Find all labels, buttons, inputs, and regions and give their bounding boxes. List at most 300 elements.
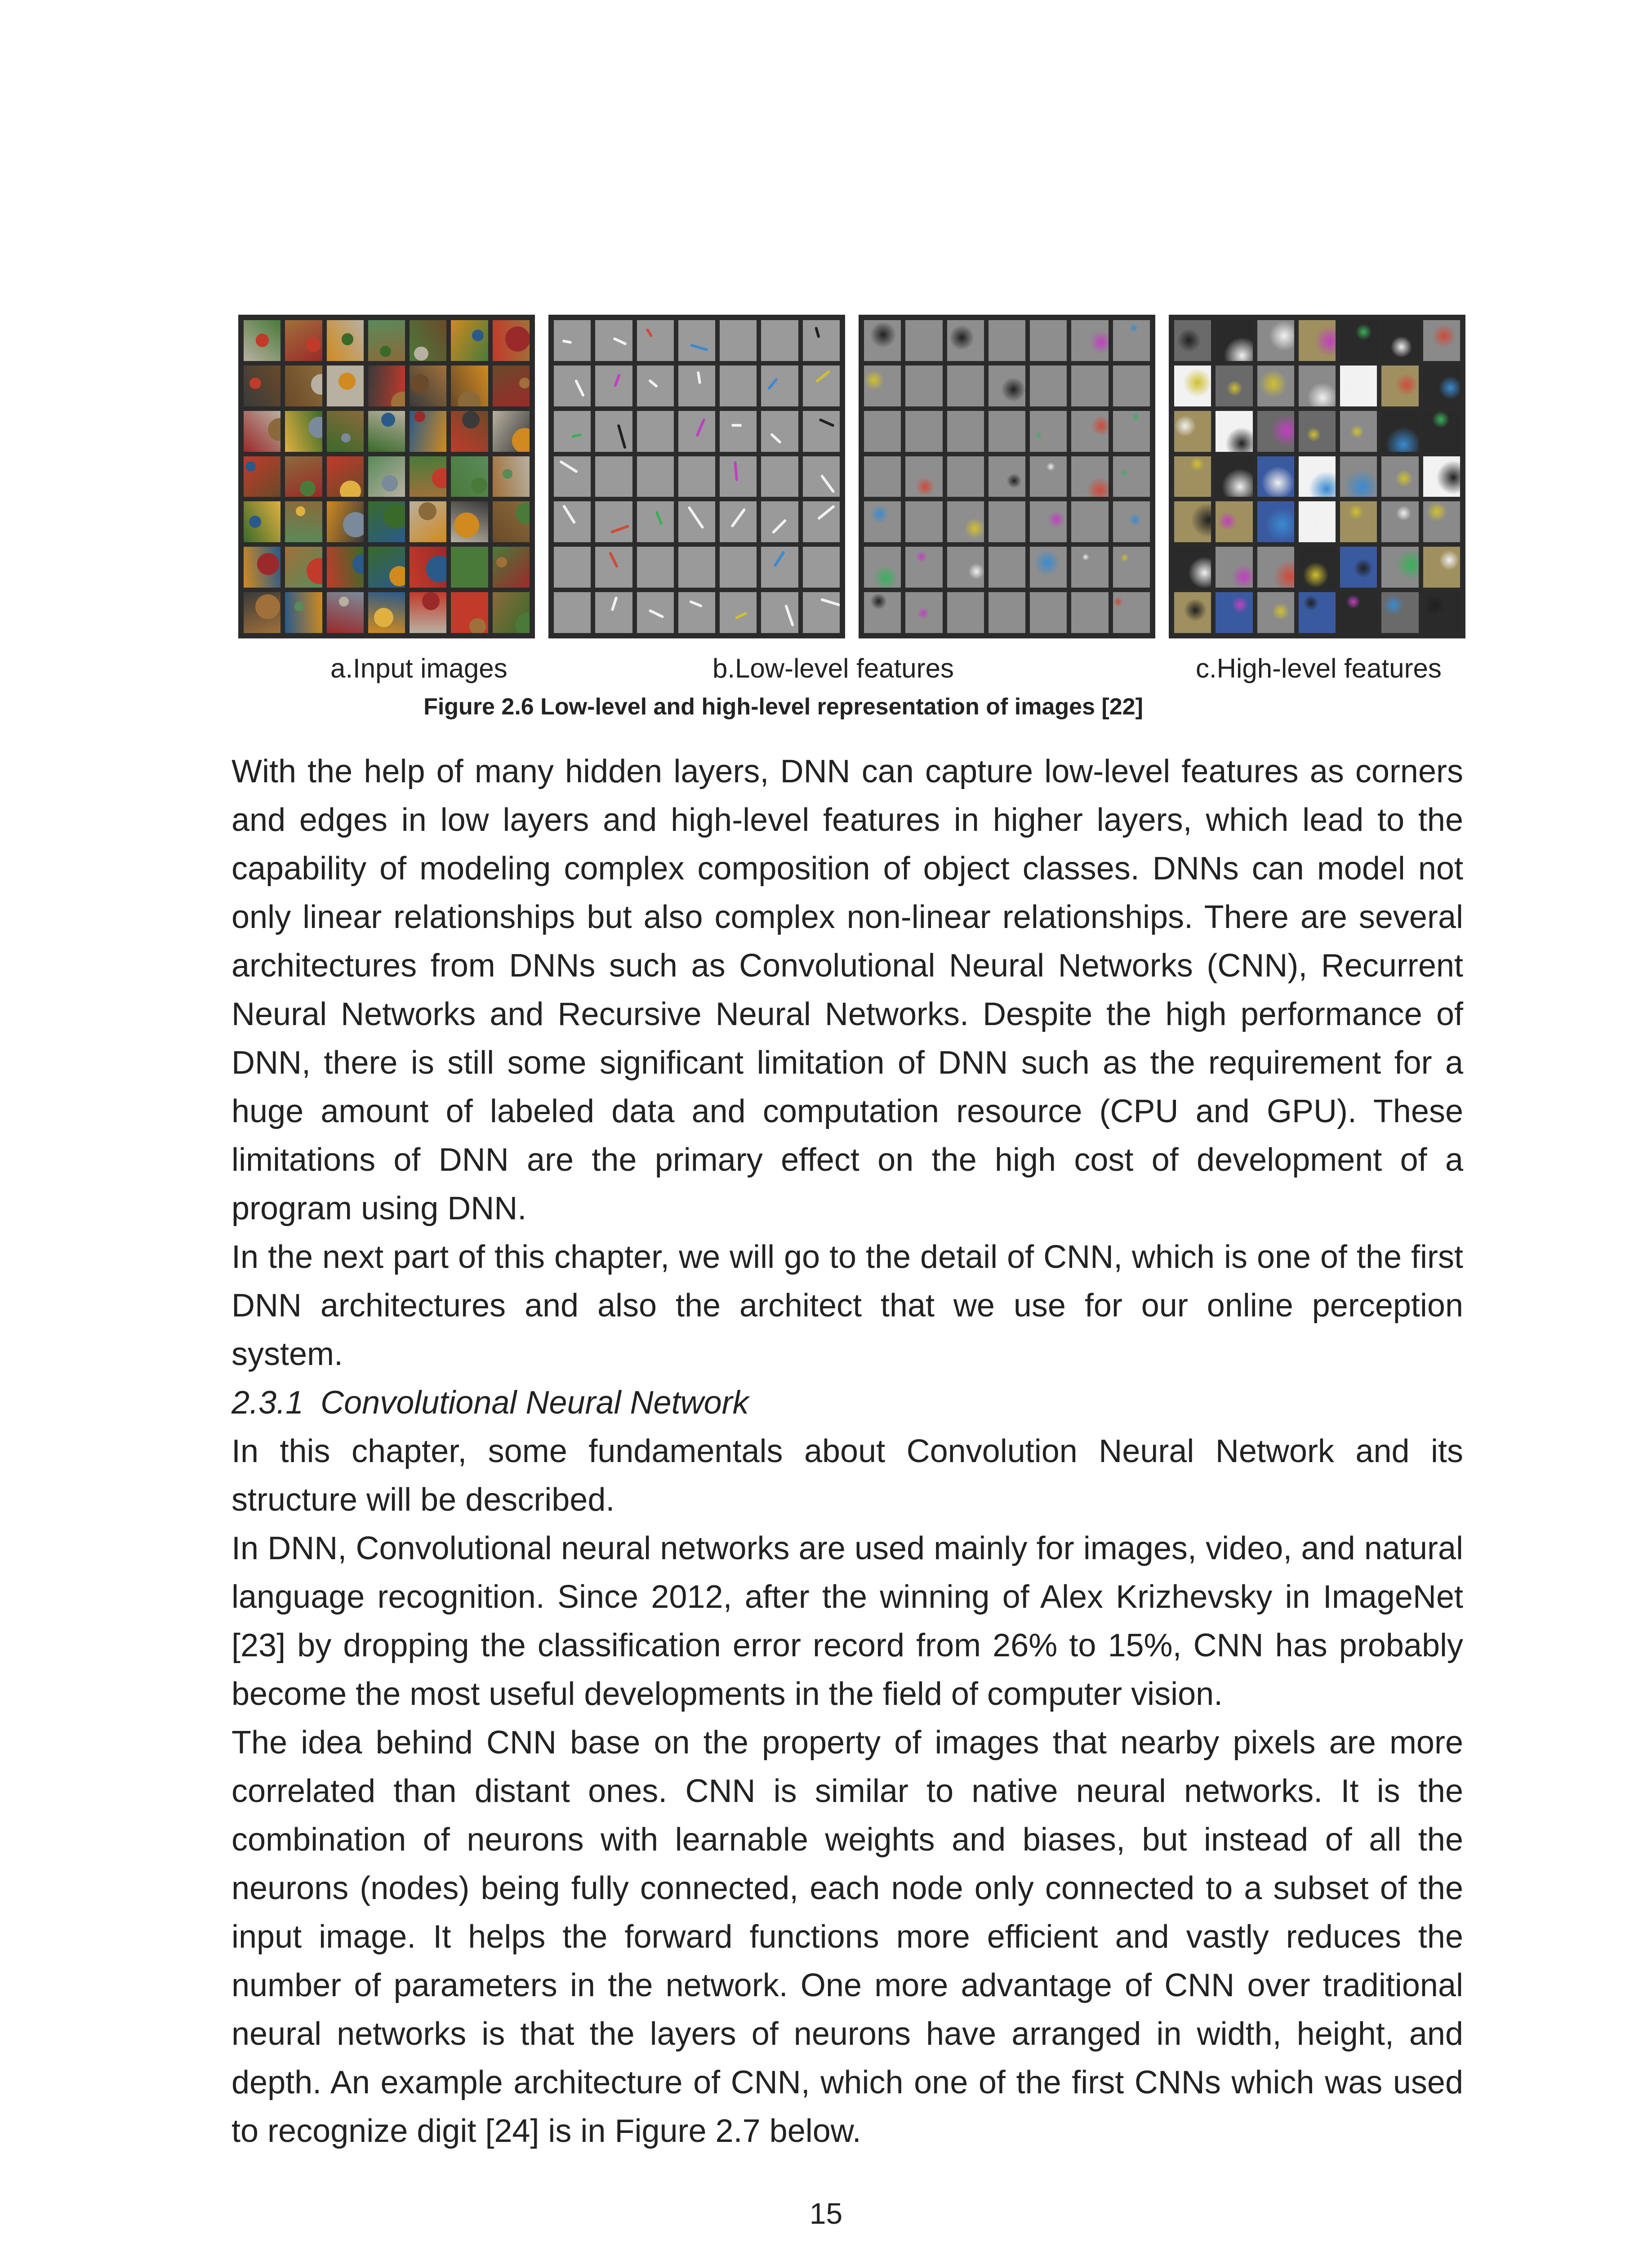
tile-mark bbox=[519, 378, 530, 388]
tile-mark bbox=[472, 330, 484, 341]
grid-tile bbox=[493, 501, 530, 542]
tile-mark bbox=[342, 333, 353, 345]
object-feature bbox=[1269, 321, 1294, 351]
grid-tile bbox=[1340, 501, 1377, 542]
grid-tile bbox=[905, 320, 942, 361]
edge-feature bbox=[735, 611, 748, 619]
edge-feature bbox=[613, 337, 627, 345]
object-feature bbox=[1342, 382, 1357, 397]
tile-mark bbox=[311, 374, 322, 395]
grid-tile bbox=[1071, 320, 1108, 361]
object-feature bbox=[1177, 329, 1201, 352]
grid-tile bbox=[493, 547, 530, 588]
grid-tile bbox=[285, 366, 322, 406]
tile-mark bbox=[422, 592, 440, 610]
tile-mark bbox=[256, 334, 269, 347]
grid-tile bbox=[637, 366, 674, 406]
blob-feature bbox=[915, 477, 935, 497]
grid-tile bbox=[1340, 456, 1377, 497]
tile-mark bbox=[245, 461, 256, 472]
grid-tile bbox=[1174, 456, 1211, 497]
grid-tile bbox=[327, 411, 364, 452]
tile-mark bbox=[383, 504, 405, 529]
edge-feature bbox=[773, 551, 785, 567]
grid-tile bbox=[595, 320, 632, 361]
edge-feature bbox=[697, 371, 701, 384]
grid-tile bbox=[1174, 366, 1211, 406]
object-feature bbox=[1271, 415, 1294, 446]
object-feature bbox=[1227, 380, 1242, 396]
tile-mark bbox=[249, 378, 261, 389]
grid-tile bbox=[1071, 456, 1108, 497]
grid-tile bbox=[451, 366, 488, 406]
page-number: 15 bbox=[809, 2197, 843, 2230]
tile-mark bbox=[343, 512, 364, 537]
grid-tile bbox=[1257, 547, 1294, 588]
edge-feature bbox=[687, 506, 704, 529]
grid-tile bbox=[554, 456, 591, 497]
grid-tile bbox=[1299, 592, 1336, 633]
blob-feature bbox=[1006, 473, 1022, 489]
grid-tile bbox=[244, 456, 281, 497]
object-feature bbox=[1308, 383, 1336, 406]
grid-tile bbox=[720, 456, 757, 497]
object-feature bbox=[1424, 596, 1445, 616]
grid-tile bbox=[1381, 366, 1418, 406]
grid-tile bbox=[327, 456, 364, 497]
grid-tile bbox=[410, 366, 446, 406]
blob-feature bbox=[917, 607, 929, 619]
edge-feature bbox=[562, 339, 572, 344]
paragraph: The idea behind CNN base on the property of images that nearby pixels are more correlated than distant ones. CNN is similar to native neural networks. It is the combination of neurons with learnable weights and biases, but instead of all the neurons (nodes) being fully connected, each node only connected to a subset of the input image. It helps the forward functions more efficient and vastly reduces the number of parameters in the network. One more advantage of CNN over traditional neural networks is that the layers of neurons have arranged in width, height, and depth. An example architecture of CNN, which one of the first CNNs which was used to recognize digit [24] is in Figure 2.7 below. bbox=[232, 1725, 1463, 2149]
grid-tile bbox=[1299, 366, 1336, 406]
tile-mark bbox=[380, 346, 391, 357]
grid-tile bbox=[720, 547, 757, 588]
grid-tile bbox=[595, 411, 632, 452]
grid-tile bbox=[327, 320, 364, 361]
sub-caption-high-level: c.High-level features bbox=[1196, 653, 1442, 683]
tile-mark bbox=[381, 413, 395, 427]
object-feature bbox=[1395, 470, 1413, 487]
grid-tile bbox=[1423, 320, 1460, 361]
blob-feature bbox=[916, 551, 927, 562]
grid-tile bbox=[761, 320, 798, 361]
tile-mark bbox=[306, 338, 320, 352]
object-feature bbox=[1274, 560, 1294, 588]
edge-feature bbox=[608, 552, 618, 568]
grid-tile bbox=[989, 501, 1025, 542]
grid-tile bbox=[285, 592, 322, 633]
grid-tile bbox=[1071, 547, 1108, 588]
grid-tile bbox=[327, 547, 364, 588]
grid-tile bbox=[947, 320, 984, 361]
low-level-features-grid-2 bbox=[859, 315, 1155, 638]
object-feature bbox=[1175, 415, 1196, 437]
grid-tile bbox=[368, 411, 405, 452]
grid-tile bbox=[905, 411, 942, 452]
tile-mark bbox=[391, 392, 405, 406]
object-feature bbox=[1272, 603, 1289, 620]
grid-tile bbox=[905, 547, 942, 588]
grid-tile bbox=[803, 320, 840, 361]
tile-mark bbox=[458, 391, 480, 406]
grid-tile bbox=[451, 592, 488, 633]
grid-tile bbox=[803, 456, 840, 497]
grid-tile bbox=[678, 411, 715, 452]
grid-tile bbox=[1340, 411, 1377, 452]
edge-feature bbox=[610, 525, 630, 534]
grid-tile bbox=[244, 547, 281, 588]
grid-tile bbox=[554, 411, 591, 452]
object-feature bbox=[1232, 597, 1248, 613]
grid-tile bbox=[451, 547, 488, 588]
grid-tile bbox=[720, 411, 757, 452]
object-feature bbox=[1396, 506, 1411, 521]
sub-caption-input-images: a.Input images bbox=[330, 653, 508, 683]
tile-mark bbox=[516, 612, 530, 633]
grid-tile bbox=[637, 456, 674, 497]
edge-feature bbox=[816, 370, 831, 382]
object-feature bbox=[1354, 559, 1373, 578]
grid-tile bbox=[327, 592, 364, 633]
grid-tile bbox=[720, 320, 757, 361]
grid-tile bbox=[637, 547, 674, 588]
grid-tile bbox=[1174, 547, 1211, 588]
grid-tile bbox=[554, 547, 591, 588]
grid-tile bbox=[1381, 320, 1418, 361]
grid-tile bbox=[803, 547, 840, 588]
grid-tile bbox=[1381, 592, 1418, 633]
edge-feature bbox=[648, 609, 664, 619]
grid-tile bbox=[368, 456, 405, 497]
grid-tile bbox=[1423, 592, 1460, 633]
grid-tile bbox=[803, 592, 840, 633]
object-feature bbox=[1439, 550, 1459, 570]
grid-tile bbox=[720, 501, 757, 542]
grid-tile bbox=[368, 320, 405, 361]
blob-feature bbox=[871, 505, 889, 523]
grid-tile bbox=[1340, 366, 1377, 406]
grid-tile bbox=[1030, 320, 1067, 361]
grid-tile bbox=[595, 547, 632, 588]
blob-feature bbox=[1046, 462, 1055, 471]
grid-tile bbox=[803, 411, 840, 452]
grid-tile bbox=[410, 456, 446, 497]
object-feature bbox=[1350, 425, 1364, 438]
grid-tile bbox=[1174, 320, 1211, 361]
tile-mark bbox=[496, 557, 507, 567]
edge-feature bbox=[610, 597, 618, 611]
edge-feature bbox=[784, 604, 794, 626]
grid-tile bbox=[1340, 320, 1377, 361]
grid-tile bbox=[1216, 501, 1252, 542]
edge-feature bbox=[819, 418, 834, 427]
grid-tile bbox=[451, 501, 488, 542]
grid-tile bbox=[1216, 456, 1252, 497]
edge-feature bbox=[571, 433, 582, 438]
grid-tile bbox=[905, 592, 942, 633]
edge-feature bbox=[689, 600, 703, 607]
grid-tile bbox=[1381, 411, 1418, 452]
grid-tile bbox=[761, 501, 798, 542]
edge-feature bbox=[690, 343, 708, 351]
tile-mark bbox=[294, 602, 304, 611]
input-images-grid bbox=[238, 315, 535, 638]
blob-feature bbox=[1121, 469, 1128, 477]
object-feature bbox=[1260, 370, 1287, 397]
grid-tile bbox=[678, 501, 715, 542]
grid-tile bbox=[1030, 547, 1067, 588]
edge-feature bbox=[767, 378, 779, 390]
grid-tile bbox=[1216, 411, 1252, 452]
object-feature bbox=[1307, 428, 1321, 442]
grid-tile bbox=[554, 501, 591, 542]
edge-feature bbox=[734, 461, 738, 481]
blob-feature bbox=[949, 325, 974, 350]
edge-feature bbox=[562, 504, 576, 524]
grid-tile bbox=[554, 592, 591, 633]
tile-mark bbox=[454, 513, 479, 538]
grid-tile bbox=[1257, 456, 1294, 497]
grid-tile bbox=[368, 501, 405, 542]
grid-tile bbox=[678, 592, 715, 633]
grid-tile bbox=[595, 456, 632, 497]
grid-tile bbox=[637, 592, 674, 633]
grid-tile bbox=[1030, 411, 1067, 452]
grid-tile bbox=[595, 592, 632, 633]
grid-tile bbox=[493, 592, 530, 633]
tile-mark bbox=[341, 433, 351, 443]
object-feature bbox=[1433, 325, 1456, 348]
tile-mark bbox=[503, 469, 512, 479]
paragraph: With the help of many hidden layers, DNN can capture low-level features as corners and edges in low layers and high-level features in higher layers, which lead to the capability of modeling complex composition of object classes. DNNs can model not only linear relationships but also complex non-linear relationships. There are several architectures from DNNs such as Convolutional Neural Networks (CNN), Recurrent Neural Networks and Recursive Neural Networks. Despite the high performance of DNN, there is still some significant limitation of DNN such as the requirement for a huge amount of labeled data and computation resource (CPU and GPU). These limitations of DNN are the primary effect on the high cost of development of a program using DNN. bbox=[232, 754, 1463, 1227]
grid-tile bbox=[803, 501, 840, 542]
grid-tile bbox=[989, 592, 1025, 633]
grid-tile bbox=[1257, 592, 1294, 633]
grid-tile bbox=[761, 411, 798, 452]
grid-tile bbox=[554, 320, 591, 361]
grid-tile bbox=[285, 501, 322, 542]
grid-tile bbox=[989, 547, 1025, 588]
object-feature bbox=[1189, 557, 1211, 588]
tile-mark bbox=[462, 411, 480, 428]
tile-mark bbox=[374, 608, 393, 627]
tile-mark bbox=[338, 373, 356, 390]
tile-mark bbox=[414, 411, 425, 422]
edge-feature bbox=[617, 424, 626, 450]
edge-feature bbox=[648, 379, 658, 388]
grid-tile bbox=[1299, 456, 1336, 497]
tile-mark bbox=[300, 481, 316, 496]
grid-tile bbox=[1216, 366, 1252, 406]
section-heading bbox=[232, 1378, 1463, 1427]
grid-tile bbox=[1299, 411, 1336, 452]
grid-tile bbox=[368, 366, 405, 406]
grid-tile bbox=[1030, 456, 1067, 497]
grid-tile bbox=[864, 366, 901, 406]
tile-mark bbox=[249, 516, 261, 528]
tile-mark bbox=[296, 506, 305, 516]
grid-tile bbox=[947, 456, 984, 497]
grid-tile bbox=[1216, 547, 1252, 588]
grid-tile bbox=[1423, 456, 1460, 497]
grid-tile bbox=[1216, 592, 1252, 633]
object-feature bbox=[1384, 595, 1403, 615]
grid-tile bbox=[1071, 592, 1108, 633]
object-feature bbox=[1432, 411, 1449, 428]
blob-feature bbox=[870, 593, 887, 610]
grid-tile bbox=[1030, 501, 1067, 542]
object-feature bbox=[1191, 503, 1211, 537]
grid-tile bbox=[947, 547, 984, 588]
object-feature bbox=[1386, 427, 1419, 452]
blob-feature bbox=[964, 518, 984, 539]
object-feature bbox=[1427, 502, 1447, 522]
grid-tile bbox=[761, 456, 798, 497]
grid-tile bbox=[989, 456, 1025, 497]
object-feature bbox=[1391, 336, 1412, 357]
grid-tile bbox=[1381, 547, 1418, 588]
object-feature bbox=[1262, 467, 1294, 497]
grid-tile bbox=[1299, 501, 1336, 542]
grid-tile bbox=[678, 456, 715, 497]
grid-tile bbox=[905, 456, 942, 497]
grid-tile bbox=[1113, 501, 1150, 542]
tile-mark bbox=[268, 418, 281, 442]
grid-tile bbox=[1216, 320, 1252, 361]
edge-feature bbox=[655, 511, 663, 525]
tile-mark bbox=[255, 594, 280, 619]
tile-mark bbox=[257, 553, 279, 575]
object-feature bbox=[1184, 599, 1207, 621]
grid-tile bbox=[1423, 411, 1460, 452]
object-feature bbox=[1218, 512, 1237, 531]
object-feature bbox=[1315, 326, 1336, 356]
blob-feature bbox=[1048, 511, 1065, 528]
tile-mark bbox=[307, 558, 322, 584]
blob-feature bbox=[1129, 324, 1138, 332]
grid-tile bbox=[1423, 366, 1460, 406]
blob-feature bbox=[1113, 597, 1123, 607]
grid-tile bbox=[1299, 547, 1336, 588]
grid-tile bbox=[285, 320, 322, 361]
tile-mark bbox=[389, 566, 405, 586]
grid-tile bbox=[905, 501, 942, 542]
blob-feature bbox=[870, 321, 896, 348]
grid-tile bbox=[637, 320, 674, 361]
grid-tile bbox=[803, 366, 840, 406]
blob-feature bbox=[1131, 412, 1140, 421]
grid-tile bbox=[244, 320, 281, 361]
tile-mark bbox=[340, 481, 361, 497]
paragraph: In DNN, Convolutional neural networks are used mainly for images, video, and natural language recognition. Since 2012, after the winning of Alex Krizhevsky in ImageNet [23] by dropping the classification error record from 26% to 15%, CNN has probably become the most useful developments in the field of computer vision. bbox=[232, 1530, 1463, 1712]
grid-tile bbox=[720, 366, 757, 406]
tile-mark bbox=[382, 475, 398, 492]
tile-mark bbox=[471, 477, 487, 494]
low-level-features-grid bbox=[548, 315, 845, 638]
grid-tile bbox=[1381, 456, 1418, 497]
section-title: Convolutional Neural Network bbox=[321, 1385, 749, 1421]
grid-tile bbox=[947, 411, 984, 452]
edge-feature bbox=[817, 505, 835, 521]
grid-tile bbox=[1113, 411, 1150, 452]
tile-mark bbox=[308, 417, 322, 437]
grid-tile bbox=[1381, 501, 1418, 542]
edge-feature bbox=[730, 508, 746, 528]
grid-tile bbox=[720, 592, 757, 633]
blob-feature bbox=[968, 563, 984, 580]
object-feature bbox=[1439, 376, 1460, 399]
object-feature bbox=[1349, 504, 1363, 519]
blob-feature bbox=[1086, 477, 1108, 497]
grid-tile bbox=[493, 366, 530, 406]
high-level-features-grid bbox=[1169, 315, 1465, 638]
grid-tile bbox=[1071, 411, 1108, 452]
blob-feature bbox=[1091, 416, 1109, 436]
object-feature bbox=[1224, 338, 1252, 361]
blob-feature bbox=[1034, 549, 1060, 576]
grid-tile bbox=[1071, 501, 1108, 542]
object-feature bbox=[1265, 508, 1294, 541]
tile-mark bbox=[512, 428, 530, 452]
grid-tile bbox=[989, 411, 1025, 452]
grid-tile bbox=[595, 366, 632, 406]
grid-tile bbox=[864, 320, 901, 361]
object-feature bbox=[1309, 516, 1323, 530]
grid-tile bbox=[285, 411, 322, 452]
figure-caption-text: Figure 2.6 Low-level and high-level representation of images [22] bbox=[423, 694, 1143, 720]
edge-feature bbox=[771, 519, 787, 534]
grid-tile bbox=[864, 592, 901, 633]
object-feature bbox=[1345, 470, 1377, 497]
grid-tile bbox=[637, 501, 674, 542]
tile-mark bbox=[419, 502, 436, 520]
tile-mark bbox=[339, 597, 349, 607]
object-feature bbox=[1437, 461, 1460, 494]
sub-caption-low-level: b.Low-level features bbox=[712, 653, 954, 683]
grid-tile bbox=[989, 320, 1025, 361]
blob-feature bbox=[1090, 331, 1109, 354]
object-feature bbox=[1396, 374, 1418, 396]
blob-feature bbox=[1120, 553, 1129, 562]
grid-tile bbox=[327, 366, 364, 406]
edge-feature bbox=[731, 424, 742, 427]
grid-tile bbox=[1299, 320, 1336, 361]
grid-tile bbox=[451, 320, 488, 361]
grid-tile bbox=[493, 320, 530, 361]
blob-feature bbox=[873, 565, 899, 588]
grid-tile bbox=[493, 411, 530, 452]
grid-tile bbox=[244, 411, 281, 452]
edge-feature bbox=[559, 460, 578, 474]
edge-feature bbox=[574, 379, 584, 397]
paragraph: In this chapter, some fundamentals about Convolution Neural Network and its structure will be described. bbox=[232, 1433, 1463, 1518]
grid-tile bbox=[637, 411, 674, 452]
grid-tile bbox=[1174, 592, 1211, 633]
grid-tile bbox=[905, 366, 942, 406]
object-feature bbox=[1190, 457, 1204, 471]
grid-tile bbox=[1257, 320, 1294, 361]
grid-tile bbox=[947, 501, 984, 542]
tile-mark bbox=[469, 618, 486, 633]
grid-tile bbox=[1174, 411, 1211, 452]
grid-tile bbox=[1423, 501, 1460, 542]
grid-tile bbox=[244, 592, 281, 633]
object-feature bbox=[1396, 549, 1419, 580]
grid-tile bbox=[410, 592, 446, 633]
grid-tile bbox=[761, 366, 798, 406]
object-feature bbox=[1304, 595, 1318, 610]
